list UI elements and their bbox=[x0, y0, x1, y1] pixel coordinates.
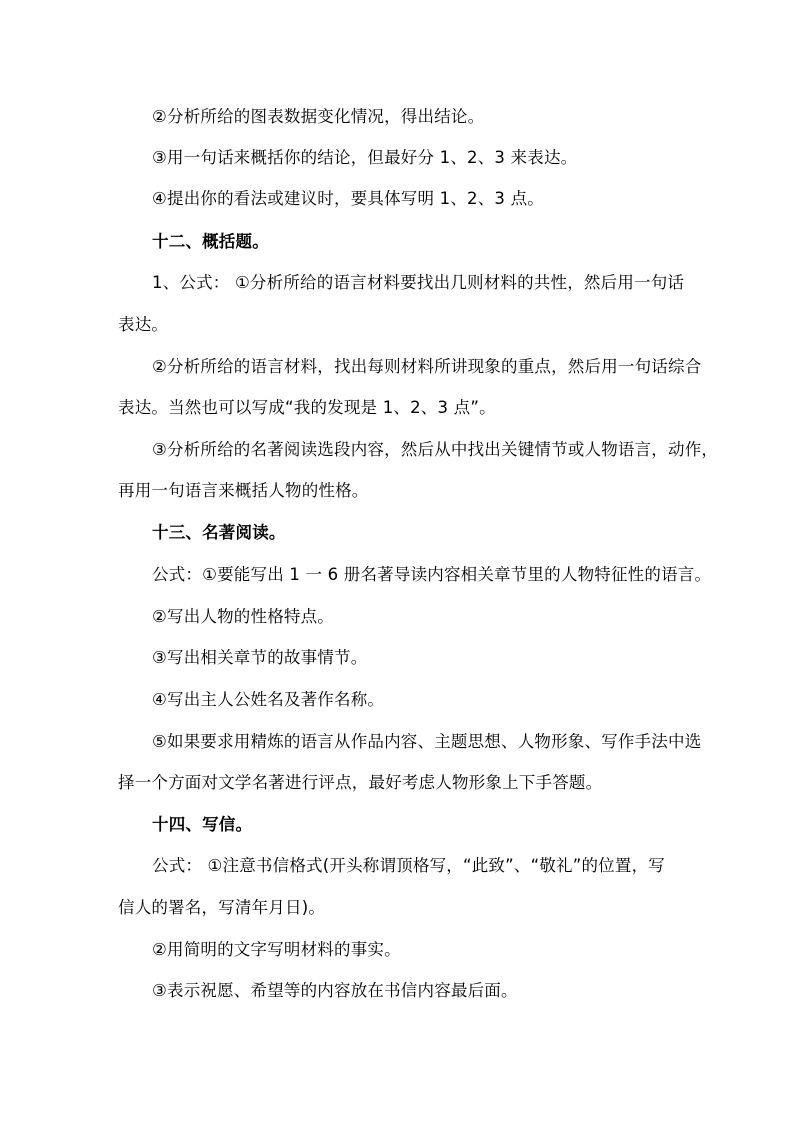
step-3-summarize-conclusion: ③用一句话来概括你的结论，但最好分 1、2、3 来表达。 bbox=[152, 148, 578, 167]
formula-12-line-3: ③分析所给的名著阅读选段内容，然后从中找出关键情节或人物语言，动作， bbox=[152, 440, 719, 459]
formula-13-line-5-cont: 择一个方面对文学名著进行评点，最好考虑人物形象上下手答题。 bbox=[118, 773, 603, 792]
formula-13-line-5: ⑤如果要求用精炼的语言从作品内容、主题思想、人物形象、写作手法中选 bbox=[152, 732, 702, 751]
step-2-analyze-chart: ②分析所给的图表数据变化情况，得出结论。 bbox=[152, 107, 485, 126]
formula-12-line-1: 1、公式： ①分析所给的语言材料要找出几则材料的共性，然后用一句话 bbox=[152, 273, 685, 292]
formula-14-line-1-cont: 信人的署名，写清年月日)。 bbox=[118, 898, 326, 917]
formula-13-line-1: 公式：①要能写出 1 一 6 册名著导读内容相关章节里的人物特征性的语言。 bbox=[152, 565, 712, 584]
formula-12-line-2: ②分析所给的语言材料，找出每则材料所讲现象的重点，然后用一句话综合 bbox=[152, 357, 702, 376]
formula-14-line-2: ②用简明的文字写明材料的事实。 bbox=[152, 940, 401, 959]
section-heading-14: 十四、写信。 bbox=[152, 815, 253, 834]
section-heading-12: 十二、概括题。 bbox=[152, 232, 269, 251]
formula-14-line-1: 公式： ①注意书信格式(开头称谓顶格写，“此致”、“敬礼”的位置，写 bbox=[152, 856, 665, 875]
formula-13-line-3: ③写出相关章节的故事情节。 bbox=[152, 648, 368, 667]
formula-12-line-1-cont: 表达。 bbox=[118, 315, 169, 334]
section-heading-13: 十三、名著阅读。 bbox=[152, 523, 286, 542]
step-4-suggestions: ④提出你的看法或建议时，要具体写明 1、2、3 点。 bbox=[152, 189, 544, 208]
formula-12-line-3-cont: 再用一句语言来概括人物的性格。 bbox=[118, 481, 369, 500]
formula-13-line-2: ②写出人物的性格特点。 bbox=[152, 607, 334, 626]
formula-14-line-3: ③表示祝愿、希望等的内容放在书信内容最后面。 bbox=[152, 981, 518, 1000]
formula-13-line-4: ④写出主人公姓名及著作名称。 bbox=[152, 690, 385, 709]
formula-12-line-2-cont: 表达。当然也可以写成“我的发现是 1、2、3 点”。 bbox=[118, 398, 496, 417]
